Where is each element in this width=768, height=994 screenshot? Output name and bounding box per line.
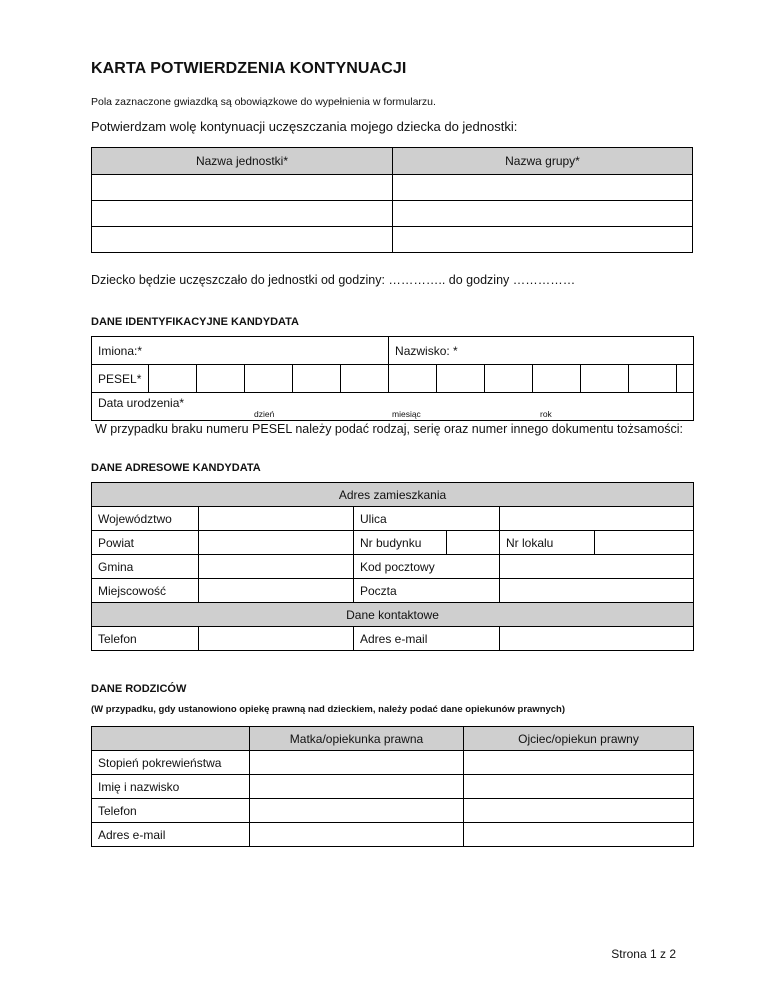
district-input[interactable] [199, 531, 354, 555]
email-input[interactable] [500, 627, 694, 651]
confirmation-statement: Potwierdzam wolę kontynuacji uczęszczania mojego dziecka do jednostki: [91, 119, 518, 134]
group-name-cell[interactable] [393, 201, 693, 227]
required-fields-note: Pola zaznaczone gwiazdką są obowiązkowe do wypełnienia w formularzu. [91, 96, 436, 108]
voivodeship-label: Województwo [92, 507, 199, 531]
month-label: miesiąc [392, 409, 421, 419]
surname-label: Nazwisko: * [395, 343, 458, 358]
district-label: Powiat [92, 531, 199, 555]
pesel-digit-box[interactable] [485, 365, 533, 393]
identity-document-note: W przypadku braku numeru PESEL należy podać rodzaj, serię oraz numer innego dokumentu tożsamości: [95, 422, 684, 436]
pesel-digit-box[interactable] [341, 365, 389, 393]
locality-input[interactable] [199, 579, 354, 603]
apartment-no-label: Nr lokalu [500, 531, 595, 555]
year-label: rok [540, 409, 552, 419]
pesel-digit-box[interactable] [437, 365, 485, 393]
post-office-label: Poczta [354, 579, 500, 603]
relationship-label: Stopień pokrewieństwa [92, 751, 250, 775]
residence-address-header: Adres zamieszkania [92, 483, 694, 507]
building-no-label: Nr budynku [354, 531, 447, 555]
apartment-no-input[interactable] [595, 531, 694, 555]
father-column-header: Ojciec/opiekun prawny [464, 727, 694, 751]
mother-name-input[interactable] [250, 775, 464, 799]
pesel-digit-box[interactable] [245, 365, 293, 393]
parent-phone-label: Telefon [92, 799, 250, 823]
unit-name-cell[interactable] [92, 201, 393, 227]
contact-data-header: Dane kontaktowe [92, 603, 694, 627]
street-input[interactable] [500, 507, 694, 531]
email-label: Adres e-mail [354, 627, 500, 651]
street-label: Ulica [354, 507, 500, 531]
guardian-note: (W przypadku, gdy ustanowiono opiekę prawną nad dzieckiem, należy podać dane opiekunów prawnych) [91, 704, 566, 715]
pesel-digit-box[interactable] [389, 365, 437, 393]
pesel-label: PESEL* [92, 365, 149, 393]
voivodeship-input[interactable] [199, 507, 354, 531]
father-name-input[interactable] [464, 775, 694, 799]
phone-input[interactable] [199, 627, 354, 651]
group-name-header: Nazwa grupy* [393, 148, 693, 175]
pesel-digit-box[interactable] [581, 365, 629, 393]
postal-code-label: Kod pocztowy [354, 555, 500, 579]
mother-phone-input[interactable] [250, 799, 464, 823]
father-relationship-input[interactable] [464, 751, 694, 775]
section-heading-identification: DANE IDENTYFIKACYJNE KANDYDATA [91, 316, 299, 328]
unit-name-cell[interactable] [92, 227, 393, 253]
pesel-digit-box[interactable] [197, 365, 245, 393]
unit-table [91, 147, 693, 253]
pesel-digit-box[interactable] [629, 365, 677, 393]
attendance-hours: Dziecko będzie uczęszczało do jednostki od godziny: ………….. do godziny …………… [91, 273, 576, 287]
mother-email-input[interactable] [250, 823, 464, 847]
identification-table [91, 336, 694, 421]
parent-email-label: Adres e-mail [92, 823, 250, 847]
unit-name-header: Nazwa jednostki* [92, 148, 393, 175]
page-title: KARTA POTWIERDZENIA KONTYNUACJI [91, 60, 407, 77]
postal-code-input[interactable] [500, 555, 694, 579]
first-names-label: Imiona:* [98, 343, 143, 358]
parents-table [91, 726, 694, 847]
birth-date-field[interactable] [92, 393, 694, 421]
phone-label: Telefon [92, 627, 199, 651]
unit-name-cell[interactable] [92, 175, 393, 201]
page-number: Strona 1 z 2 [611, 947, 676, 961]
locality-label: Miejscowość [92, 579, 199, 603]
address-table [91, 482, 694, 651]
mother-relationship-input[interactable] [250, 751, 464, 775]
group-name-cell[interactable] [393, 227, 693, 253]
first-names-field[interactable] [92, 337, 389, 365]
section-heading-address: DANE ADRESOWE KANDYDATA [91, 462, 261, 474]
surname-field[interactable] [389, 337, 694, 365]
pesel-digit-box[interactable] [293, 365, 341, 393]
pesel-digit-box[interactable] [149, 365, 197, 393]
pesel-digit-box[interactable] [533, 365, 581, 393]
post-office-input[interactable] [500, 579, 694, 603]
mother-column-header: Matka/opiekunka prawna [250, 727, 464, 751]
father-email-input[interactable] [464, 823, 694, 847]
commune-input[interactable] [199, 555, 354, 579]
group-name-cell[interactable] [393, 175, 693, 201]
day-label: dzień [254, 409, 275, 419]
section-heading-parents: DANE RODZICÓW [91, 683, 187, 695]
father-phone-input[interactable] [464, 799, 694, 823]
building-no-input[interactable] [447, 531, 500, 555]
commune-label: Gmina [92, 555, 199, 579]
full-name-label: Imię i nazwisko [92, 775, 250, 799]
birth-date-label: Data urodzenia* [98, 396, 185, 410]
